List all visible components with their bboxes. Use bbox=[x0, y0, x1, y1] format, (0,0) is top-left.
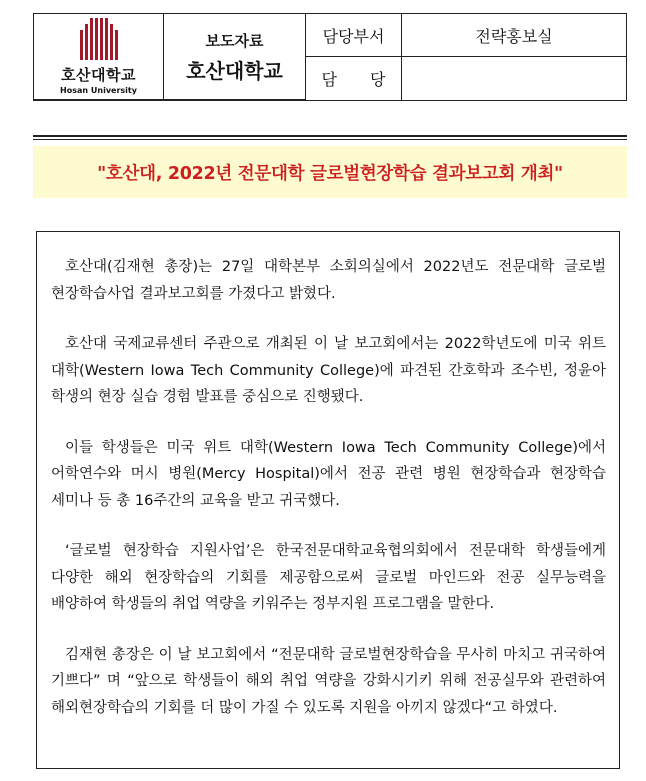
document-type: 보도자료 bbox=[205, 31, 264, 50]
logo-emblem-icon bbox=[80, 18, 118, 60]
banner-top-rule-thin bbox=[33, 139, 627, 140]
department-label-cell bbox=[306, 14, 402, 57]
department-label: 담당부서 bbox=[322, 26, 385, 46]
headline-banner bbox=[33, 146, 627, 198]
contact-label: 담 당 bbox=[321, 70, 400, 89]
paragraph: 김재현 총장은 이 날 보고회에서 “전문대학 글로벌현장학습을 무사히 마치고 귀국하여 기쁘다” 며 “앞으로 학생들이 해외 취업 역량을 강화시기키 위해 전공실무와 관련하여 해외현장학습의 기회를 더 많이 가질 수 있도록 지원을 아끼지 않겠다“고 하였다. bbox=[51, 646, 606, 716]
logo-name: 호산대학교 bbox=[61, 66, 136, 84]
paragraph: 이들 학생들은 미국 위트 대학(Western Iowa Tech Community College)에서 어학연수와 머시 병원(Mercy Hospital)에서 전공 관련 병원 현장학습과 현장학습 세미나 등 총 16주간의 교육을 받고 귀국했다. bbox=[51, 439, 606, 509]
press-release-header bbox=[33, 13, 627, 101]
paragraph: ‘글로벌 현장학습 지원사업’은 한국전문대학교육협의회에서 전문대학 학생들에게 다양한 해외 현장학습의 기회를 제공함으로써 글로벌 마인드와 전공 실무능력을 배양하여 학생들의 취업 역량을 키워주는 정부지원 프로그램을 말한다. bbox=[51, 543, 606, 612]
department-value-cell bbox=[402, 14, 626, 57]
organization-name: 호산대학교 bbox=[186, 58, 283, 83]
logo-english-name: Hosan University bbox=[60, 86, 137, 95]
article-body bbox=[36, 231, 620, 769]
university-logo bbox=[34, 14, 164, 100]
contact-value-cell bbox=[402, 57, 626, 100]
banner-top-rule bbox=[33, 135, 627, 137]
paragraph: 호산대(김재현 총장)는 27일 대학본부 소회의실에서 2022년도 전문대학 글로벌 현장학습사업 결과보고회를 가졌다고 밝혔다. bbox=[51, 259, 606, 302]
document-title-cell bbox=[164, 14, 306, 100]
headline-title: "호산대, 2022년 전문대학 글로벌현장학습 결과보고회 개최" bbox=[97, 163, 563, 184]
department-value: 전략홍보실 bbox=[475, 26, 553, 46]
paragraph: 호산대 국제교류센터 주관으로 개최된 이 날 보고회에서는 2022학년도에 미국 위트 대학(Western Iowa Tech Community College)에 파견된 간호학과 조수빈, 정윤아 학생의 현장 실습 경험 발표를 중심으로 진행됐다. bbox=[51, 336, 606, 405]
contact-label-cell bbox=[306, 57, 402, 100]
